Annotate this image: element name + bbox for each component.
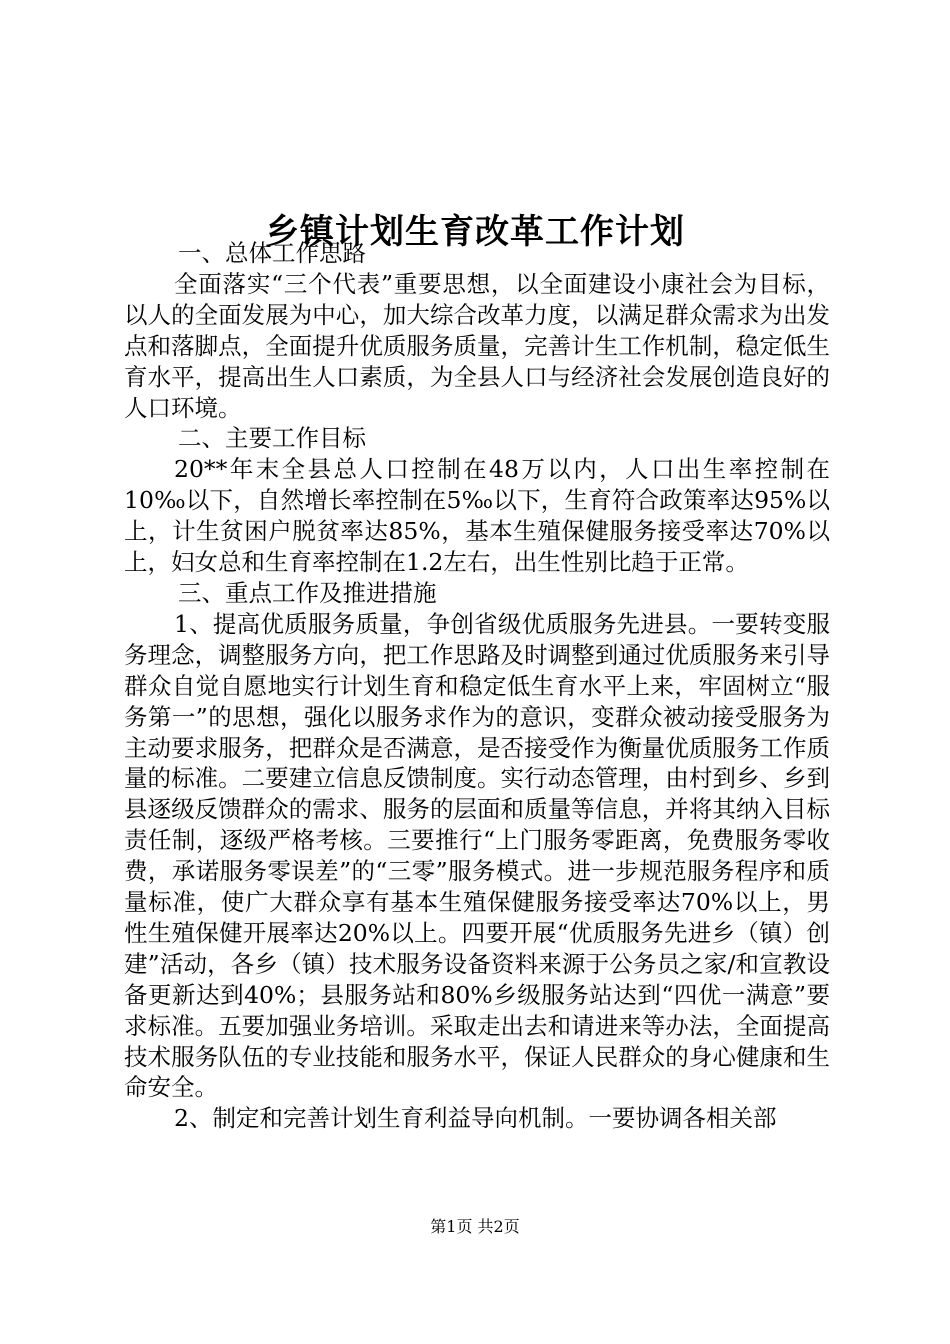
section-heading-2: 二、主要工作目标 — [178, 424, 366, 453]
paragraph-measure-2: 2、制定和完善计划生育利益导向机制。一要协调各相关部 — [174, 1104, 777, 1133]
paragraph-overall-approach: 全面落实“三个代表”重要思想，以全面建设小康社会为目标，以人的全面发展为中心，加大综合改革力度，以满足群众需求为出发点和落脚点，全面提升优质服务质量，完善计生工作机制，稳定低生育水平，提高出生人口素质，为全县人口与经济社会发展创造良好的人口环境。 — [124, 269, 830, 422]
paragraph-main-goals: 20**年末全县总人口控制在48万以内，人口出生率控制在10‰以下，自然增长率控制在5‰以下，生育符合政策率达95%以上，计生贫困户脱贫率达85%，基本生殖保健服务接受率达70%以上，妇女总和生育率控制在1.2左右，出生性别比趋于正常。 — [124, 455, 830, 577]
paragraph-measure-1: 1、提高优质服务质量，争创省级优质服务先进县。一要转变服务理念，调整服务方向，把工作思路及时调整到通过优质服务来引导群众自觉自愿地实行计划生育和稳定低生育水平上来，牢固树立“服务第一”的思想，强化以服务求作为的意识，变群众被动接受服务为主动要求服务，把群众是否满意，是否接受作为衡量优质服务工作质量的标准。二要建立信息反馈制度。实行动态管理，由村到乡、乡到县逐级反馈群众的需求、服务的层面和质量等信息，并将其纳入目标责任制，逐级严格考核。三要推行“上门服务零距离，免费服务零收费，承诺服务零误差”的“三零”服务模式。进一步规范服务程序和质量标准，使广大群众享有基本生殖保健服务接受率达70%以上，男性生殖保健开展率达20%以上。四要开展“优质服务先进乡（镇）创建”活动，各乡（镇）技术服务设备资料来源于公务员之家/和宣教设备更新达到40%；县服务站和80%乡级服务站达到“四优一满意”要求标准。五要加强业务培训。采取走出去和请进来等办法，全面提高技术服务队伍的专业技能和服务水平，保证人民群众的身心健康和生命安全。 — [124, 609, 830, 1102]
page-footer: 第1页 共2页 — [430, 1217, 520, 1236]
document-body — [124, 238, 830, 1134]
section-heading-1: 一、总体工作思路 — [178, 239, 366, 267]
document-title: 乡镇计划生育改革工作计划 — [265, 211, 685, 252]
section-heading-3: 三、重点工作及推进措施 — [178, 578, 437, 607]
